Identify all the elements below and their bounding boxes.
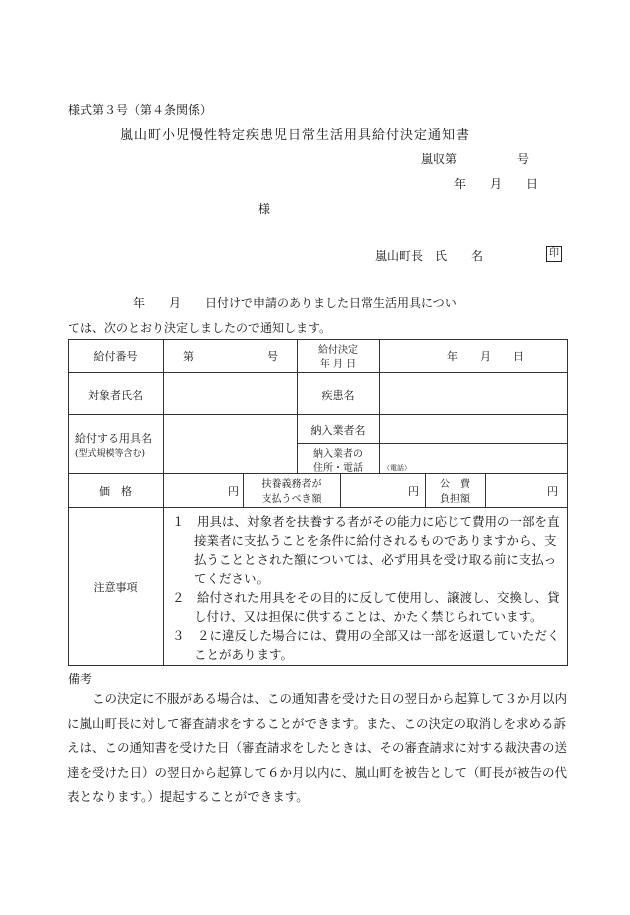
- doc-number: 嵐収第 号: [421, 152, 530, 166]
- label-vendor-name: 納入業者名: [310, 424, 366, 437]
- issuer: 嵐山町長 氏 名: [375, 249, 484, 263]
- remarks-body: [67, 687, 577, 810]
- note-item-2: ２ 給付された用具をその目的に反して使用し、譲渡し、交換し、貸し付け、又は担保に供することは、かたく禁じられています。: [172, 590, 560, 624]
- yen-guardian: 円: [408, 485, 419, 498]
- label-subject-name: 対象者氏名: [88, 389, 143, 402]
- label-public-expense-2: 負担額: [440, 494, 470, 505]
- yen-public: 円: [547, 485, 558, 498]
- label-guardian-payment-2: 支払うべき額: [261, 494, 322, 505]
- note-item-3: ３ ２に違反した場合には、費用の全部又は一部を返還していただくことがあります。: [172, 628, 560, 662]
- remarks-text: この決定に不服がある場合は、この通知書を受けた日の翌日から起算して３か月以内に嵐山町長に対して審査請求をすることができます。また、この決定の取消しを求める訴えは、この通知書を受けた日（審査請求をしたときは、その審査請求に対する裁決書の送達を受けた日）の翌日から起算して６か月以内に、嵐山町を被告として（町長が被告の代表となります。）提起することができます。: [67, 691, 568, 804]
- form-number: 様式第３号（第４条関係）: [68, 103, 213, 117]
- label-vendor-address-2: 住所・電話: [313, 463, 363, 474]
- number-prefix: 第: [183, 350, 194, 363]
- remarks-heading: 備考: [68, 672, 93, 686]
- intro-line-1: 年 月 日付けで申請のありました日常生活用具につい: [133, 296, 457, 310]
- note-item-1: １ 用具は、対象者を扶養する者がその能力に応じて費用の一部を直接業者に支払うことを条件に給付されるものでありますから、支払うこととされた額については、必ず用具を受け取る前に支払ってください。: [172, 514, 560, 586]
- label-decision-date-2: 年 月 日: [319, 359, 357, 370]
- recipient-suffix: 様: [258, 202, 271, 216]
- seal-icon: 印: [546, 246, 562, 262]
- label-item-name: 給付する用具名: [75, 432, 152, 445]
- issue-date: 年 月 日: [454, 177, 539, 191]
- label-public-expense: 公 費: [440, 479, 470, 490]
- number-suffix: 号: [267, 350, 278, 363]
- label-notes: 注意事項: [93, 581, 138, 594]
- notes-list: [172, 512, 562, 664]
- decision-date-value: 年 月 日: [447, 350, 524, 363]
- label-item-note: (型式規模等含む): [75, 449, 146, 459]
- label-guardian-payment: 扶養義務者が: [261, 479, 322, 490]
- yen-price: 円: [228, 485, 239, 498]
- label-decision-date: 給付決定: [318, 345, 358, 356]
- phone-note: （電話）: [383, 464, 411, 472]
- intro-line-2: ては、次のとおり決定しましたので通知します。: [68, 321, 332, 335]
- document-title: 嵐山町小児慢性特定疾患児日常生活用具給付決定通知書: [120, 128, 471, 143]
- label-price: 価 格: [99, 485, 132, 498]
- label-disease: 疾患名: [321, 389, 355, 402]
- label-benefit-number: 給付番号: [93, 350, 138, 363]
- label-vendor-address: 納入業者の: [313, 449, 363, 460]
